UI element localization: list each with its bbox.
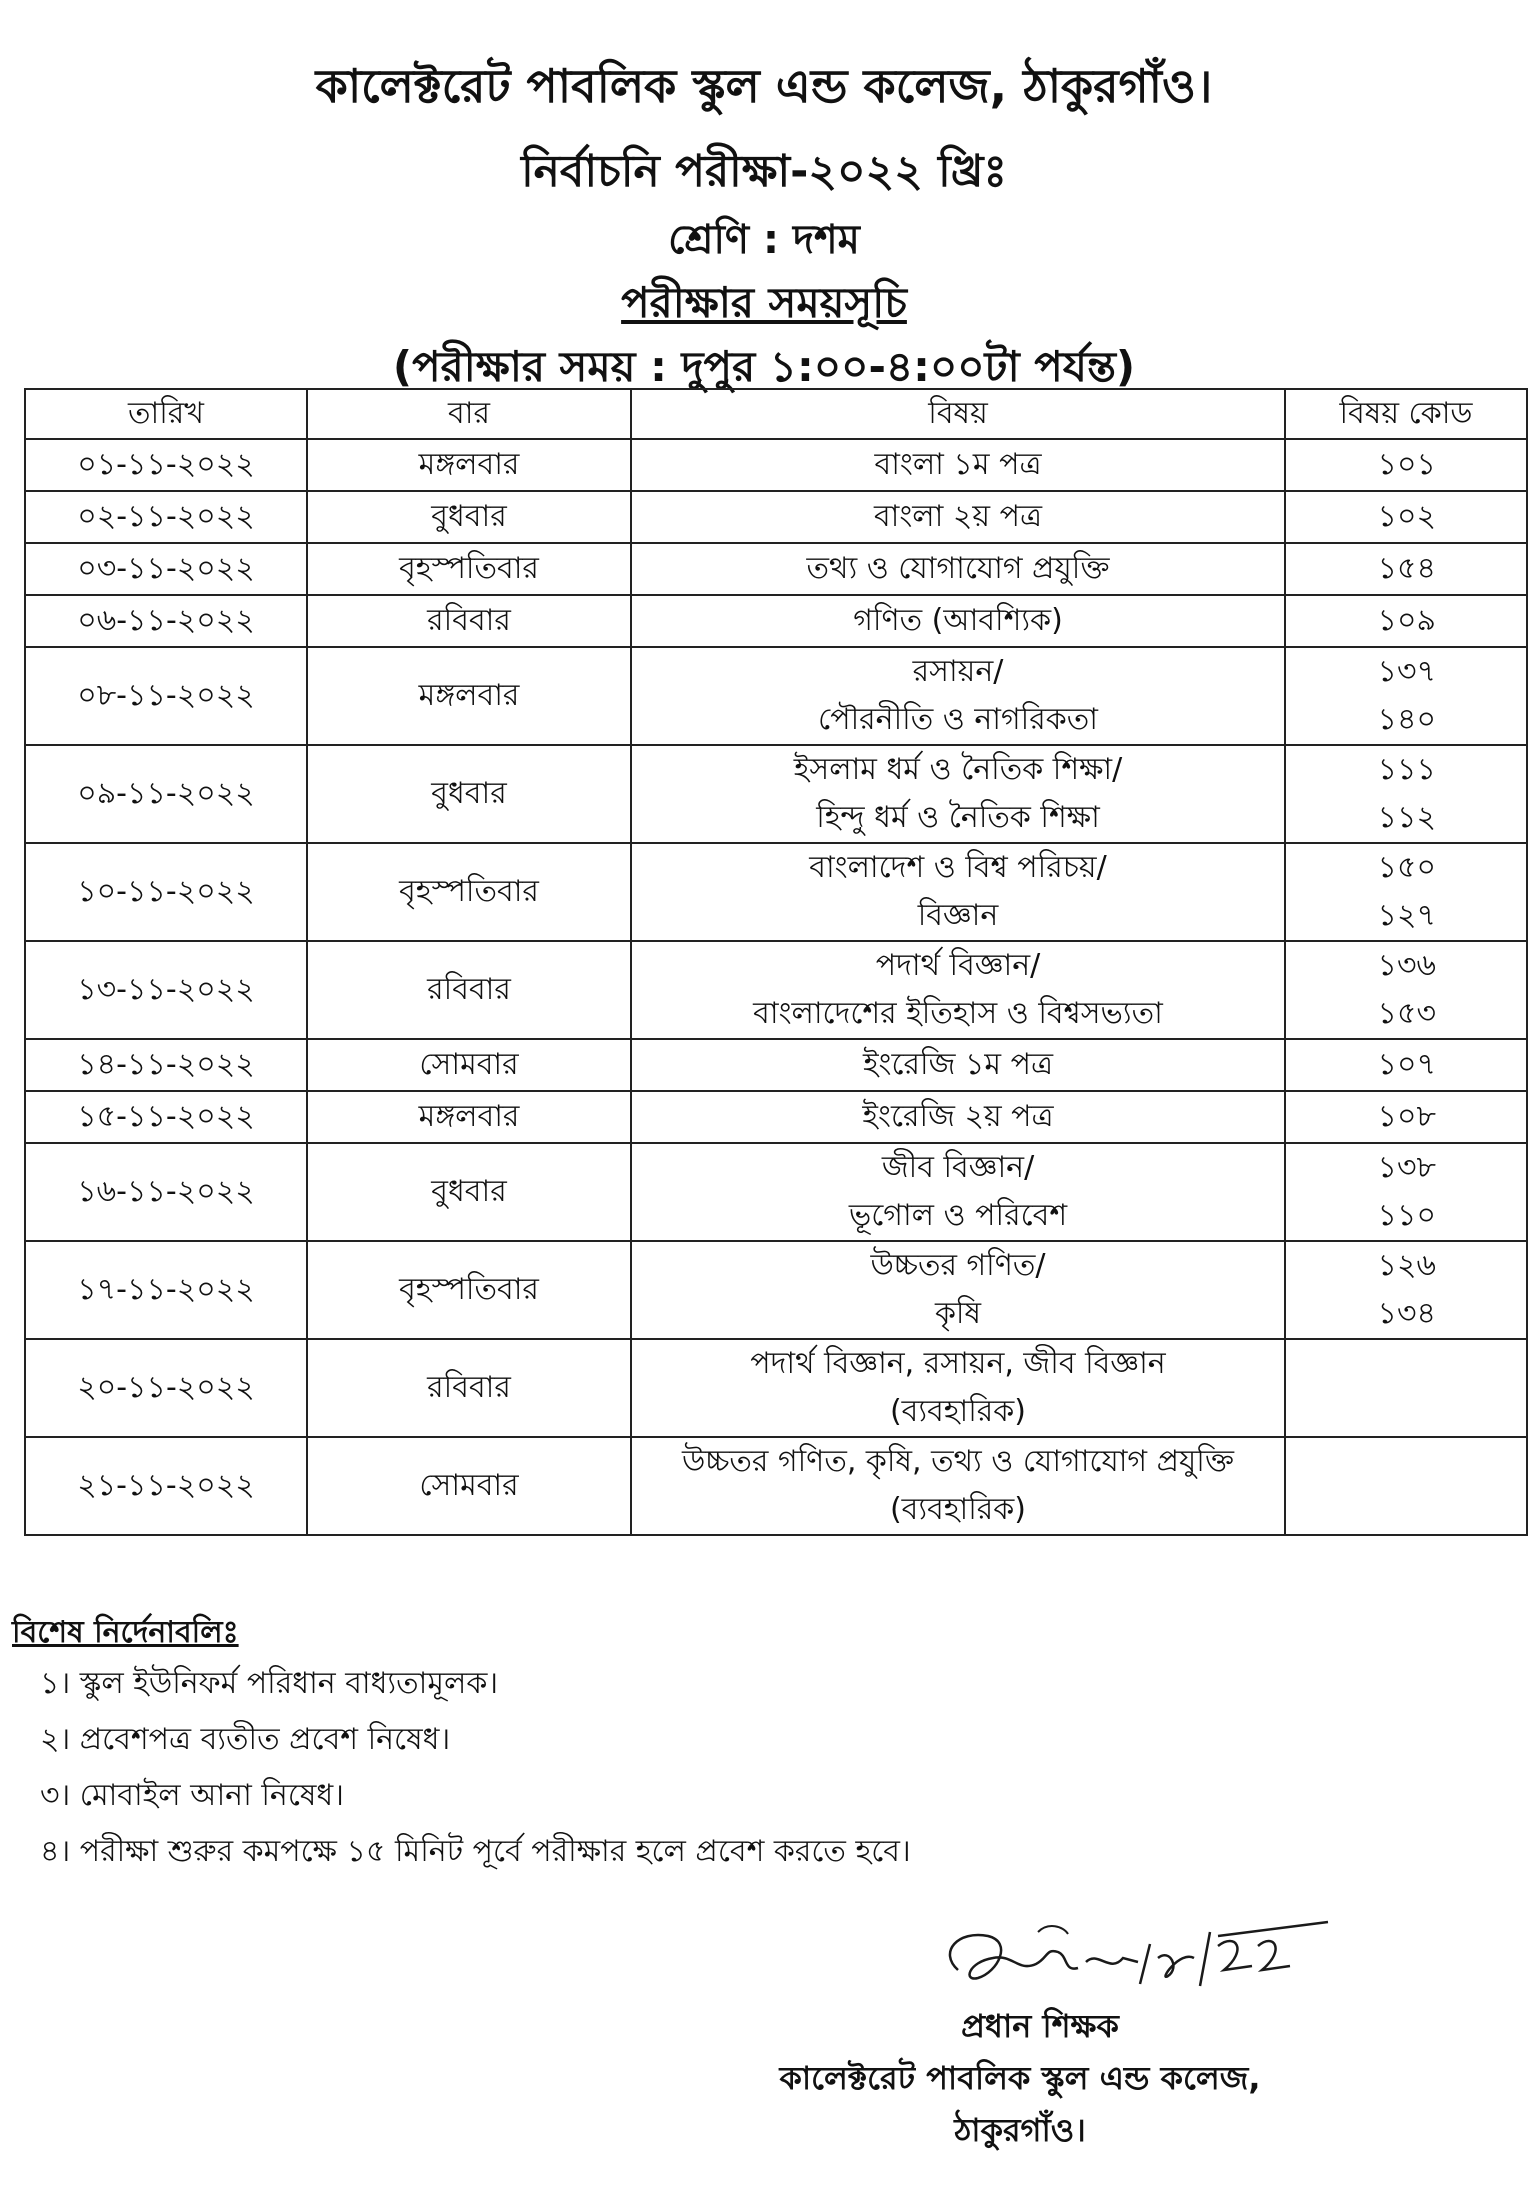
- subject-line: তথ্য ও যোগাযোগ প্রযুক্তি: [806, 551, 1110, 586]
- code-line: ১০১: [1377, 447, 1436, 482]
- subject-line: পদার্থ বিজ্ঞান, রসায়ন, জীব বিজ্ঞান: [750, 1346, 1166, 1381]
- table-row: [25, 1339, 1527, 1437]
- cell-code: [1285, 439, 1527, 491]
- cell-day: মঙ্গলবার: [307, 647, 631, 745]
- subject-line: বিজ্ঞান: [917, 898, 999, 933]
- code-line: ১১০: [1377, 1198, 1436, 1233]
- signatory-place: ঠাকুরগাঁও।: [954, 2111, 1086, 2149]
- cell-date: ১৫-১১-২০২২: [25, 1091, 307, 1143]
- table-header-row: [25, 389, 1527, 439]
- cell-date: ১৬-১১-২০২২: [25, 1143, 307, 1241]
- cell-subject: [631, 1039, 1285, 1091]
- code-line: ১১২: [1377, 800, 1436, 835]
- subject-line: ইংরেজি ২য় পত্র: [862, 1099, 1054, 1134]
- subject-line: জীব বিজ্ঞান/: [881, 1150, 1035, 1185]
- cell-day: রবিবার: [307, 1339, 631, 1437]
- cell-code: [1285, 843, 1527, 941]
- cell-day: সোমবার: [307, 1039, 631, 1091]
- exam-title: নির্বাচনি পরীক্ষা-২০২২ খ্রিঃ: [521, 146, 1007, 197]
- table-row: [25, 941, 1527, 1039]
- code-line: ১৩৬: [1377, 948, 1436, 983]
- cell-subject: [631, 1241, 1285, 1339]
- subject-line: হিন্দু ধর্ম ও নৈতিক শিক্ষা: [816, 800, 1100, 835]
- note-item: ৩। মোবাইল আনা নিষেধ।: [40, 1778, 344, 1813]
- subject-line: বাংলা ২য় পত্র: [873, 499, 1043, 534]
- cell-subject: [631, 439, 1285, 491]
- code-line: ১০২: [1377, 499, 1436, 534]
- cell-subject: [631, 595, 1285, 647]
- signatory-title: প্রধান শিক্ষক: [961, 2007, 1119, 2045]
- cell-date: ০২-১১-২০২২: [25, 491, 307, 543]
- cell-subject: [631, 843, 1285, 941]
- routine-table: [24, 388, 1528, 1536]
- cell-subject: [631, 647, 1285, 745]
- subject-line: উচ্চতর গণিত, কৃষি, তথ্য ও যোগাযোগ প্রযুক্তি: [681, 1444, 1235, 1479]
- cell-day: সোমবার: [307, 1437, 631, 1535]
- cell-date: ১৭-১১-২০২২: [25, 1241, 307, 1339]
- cell-subject: [631, 1143, 1285, 1241]
- table-row: [25, 543, 1527, 595]
- table-row: [25, 595, 1527, 647]
- routine-title: [0, 270, 1528, 341]
- cell-code: [1285, 491, 1527, 543]
- cell-day: মঙ্গলবার: [307, 439, 631, 491]
- cell-day: রবিবার: [307, 595, 631, 647]
- cell-subject: [631, 941, 1285, 1039]
- subject-line: রসায়ন/: [912, 654, 1004, 689]
- code-line: ১৫০: [1377, 850, 1436, 885]
- cell-code: [1285, 543, 1527, 595]
- cell-date: ০৩-১১-২০২২: [25, 543, 307, 595]
- cell-subject: [631, 745, 1285, 843]
- cell-code: [1285, 1091, 1527, 1143]
- code-line: ১৩৪: [1377, 1296, 1436, 1331]
- cell-subject: [631, 1091, 1285, 1143]
- code-line: ১৪০: [1377, 702, 1436, 737]
- column-header-subject: বিষয়: [631, 389, 1285, 439]
- cell-date: ২১-১১-২০২২: [25, 1437, 307, 1535]
- cell-date: ১০-১১-২০২২: [25, 843, 307, 941]
- subject-line: উচ্চতর গণিত/: [870, 1248, 1046, 1283]
- notes-list: [40, 1660, 911, 1884]
- cell-day: মঙ্গলবার: [307, 1091, 631, 1143]
- code-line: ১০৮: [1377, 1099, 1436, 1134]
- cell-day: বুধবার: [307, 491, 631, 543]
- subject-line: গণিত (আবশ্যিক): [853, 603, 1063, 638]
- cell-subject: [631, 1339, 1285, 1437]
- subject-line: (ব্যবহারিক): [889, 1394, 1027, 1429]
- routine-title-text: পরীক্ষার সময়সূচি: [621, 278, 907, 327]
- handwritten-signature: [918, 1892, 1338, 2012]
- cell-date: ০৮-১১-২০২২: [25, 647, 307, 745]
- subject-line: (ব্যবহারিক): [889, 1492, 1027, 1527]
- subject-line: ইসলাম ধর্ম ও নৈতিক শিক্ষা/: [793, 752, 1123, 787]
- cell-day: বুধবার: [307, 1143, 631, 1241]
- cell-day: রবিবার: [307, 941, 631, 1039]
- table-row: [25, 1241, 1527, 1339]
- note-item: ১। স্কুল ইউনিফর্ম পরিধান বাধ্যতামূলক।: [40, 1666, 499, 1701]
- cell-day: বৃহস্পতিবার: [307, 843, 631, 941]
- routine-table-body: [25, 439, 1527, 1535]
- code-line: ১০৭: [1377, 1047, 1436, 1082]
- cell-day: বৃহস্পতিবার: [307, 543, 631, 595]
- class-line: শ্রেণি : দশম: [668, 217, 860, 263]
- cell-code: [1285, 1039, 1527, 1091]
- subject-line: পৌরনীতি ও নাগরিকতা: [818, 702, 1098, 737]
- subject-line: কৃষি: [934, 1296, 982, 1331]
- table-row: [25, 491, 1527, 543]
- table-row: [25, 647, 1527, 745]
- subject-line: বাংলাদেশের ইতিহাস ও বিশ্বসভ্যতা: [753, 996, 1163, 1031]
- cell-code: [1285, 595, 1527, 647]
- table-row: [25, 1143, 1527, 1241]
- signature-block: [740, 2000, 1300, 2156]
- code-line: ১২৭: [1377, 898, 1436, 933]
- table-row: [25, 439, 1527, 491]
- cell-date: ২০-১১-২০২২: [25, 1339, 307, 1437]
- cell-date: ০৯-১১-২০২২: [25, 745, 307, 843]
- cell-code: [1285, 1143, 1527, 1241]
- table-row: [25, 1039, 1527, 1091]
- column-header-date: তারিখ: [25, 389, 307, 439]
- cell-date: ০৬-১১-২০২২: [25, 595, 307, 647]
- subject-line: ইংরেজি ১ম পত্র: [862, 1047, 1054, 1082]
- code-line: ১০৯: [1377, 603, 1436, 638]
- cell-code: [1285, 1437, 1527, 1535]
- cell-date: ১৪-১১-২০২২: [25, 1039, 307, 1091]
- cell-subject: [631, 491, 1285, 543]
- column-header-day: বার: [307, 389, 631, 439]
- code-line: ১২৬: [1377, 1248, 1436, 1283]
- notes-heading: বিশেষ নির্দেনাবলিঃ: [12, 1615, 239, 1650]
- code-line: ১৫৪: [1377, 551, 1436, 586]
- subject-line: বাংলাদেশ ও বিশ্ব পরিচয়/: [809, 850, 1107, 885]
- subject-line: পদার্থ বিজ্ঞান/: [875, 948, 1041, 983]
- cell-date: ১৩-১১-২০২২: [25, 941, 307, 1039]
- table-row: [25, 745, 1527, 843]
- column-header-code: বিষয় কোড: [1285, 389, 1527, 439]
- cell-day: বৃহস্পতিবার: [307, 1241, 631, 1339]
- cell-code: [1285, 745, 1527, 843]
- cell-subject: [631, 543, 1285, 595]
- table-row: [25, 1437, 1527, 1535]
- table-row: [25, 1091, 1527, 1143]
- note-item: ৪। পরীক্ষা শুরুর কমপক্ষে ১৫ মিনিট পূর্বে পরীক্ষার হলে প্রবেশ করতে হবে।: [40, 1834, 911, 1869]
- cell-code: [1285, 1241, 1527, 1339]
- signatory-institution: কালেক্টরেট পাবলিক স্কুল এন্ড কলেজ,: [779, 2059, 1261, 2097]
- code-line: ১৩৮: [1377, 1150, 1436, 1185]
- school-name: কালেক্টরেট পাবলিক স্কুল এন্ড কলেজ, ঠাকুরগাঁও।: [315, 59, 1213, 113]
- code-line: ১১১: [1377, 752, 1436, 787]
- subject-line: ভূগোল ও পরিবেশ: [848, 1198, 1068, 1233]
- cell-code: [1285, 647, 1527, 745]
- cell-subject: [631, 1437, 1285, 1535]
- exam-time-line: (পরীক্ষার সময় : দুপুর ১:০০-৪:০০টা পর্যন্ত): [392, 342, 1136, 391]
- table-row: [25, 843, 1527, 941]
- note-item: ২। প্রবেশপত্র ব্যতীত প্রবেশ নিষেধ।: [40, 1722, 451, 1757]
- cell-date: ০১-১১-২০২২: [25, 439, 307, 491]
- cell-day: বুধবার: [307, 745, 631, 843]
- code-line: ১৩৭: [1377, 654, 1436, 689]
- cell-code: [1285, 1339, 1527, 1437]
- subject-line: বাংলা ১ম পত্র: [874, 447, 1042, 482]
- code-line: ১৫৩: [1377, 996, 1436, 1031]
- cell-code: [1285, 941, 1527, 1039]
